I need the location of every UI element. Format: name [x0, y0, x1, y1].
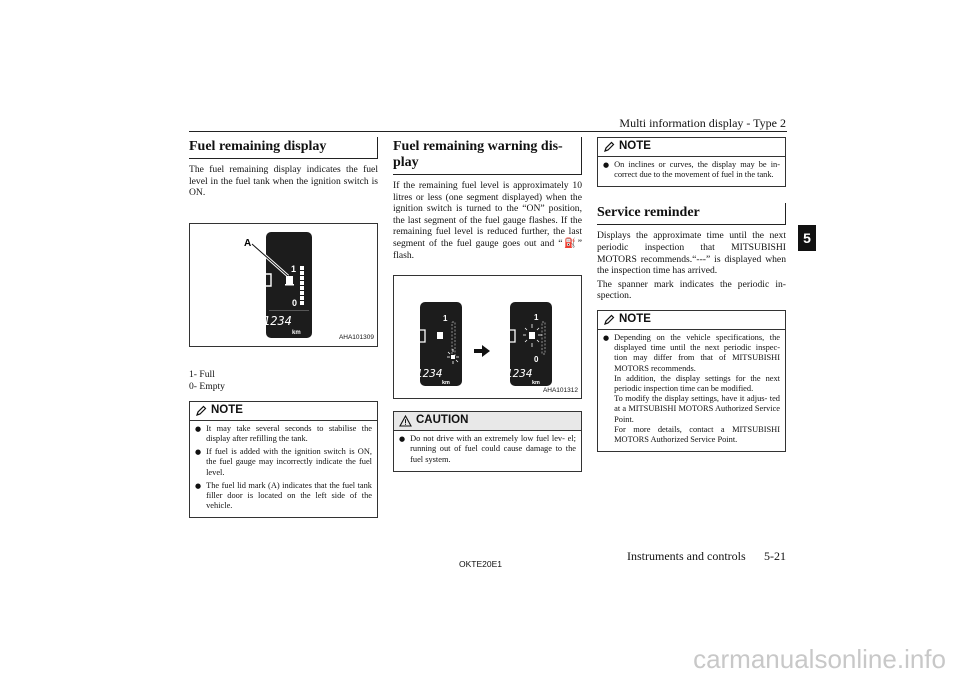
svg-text:1234: 1234 [506, 367, 533, 381]
note-label: NOTE [619, 140, 651, 153]
label-empty: 0 [534, 355, 539, 365]
service-reminder-body-1: Displays the approximate time until the next periodic inspection that MITSUBISHI MOTORS recommends.“---” is displayed when the inspection time has arrived. [597, 230, 786, 277]
label-empty: 0 [292, 297, 298, 308]
note-item: ● It may take several seconds to stabilise the display after refilling the tank. [195, 423, 372, 443]
note-label: NOTE [211, 403, 243, 416]
label-full: 1 [443, 314, 448, 324]
figure-fuel-gauge [189, 223, 378, 347]
bullet-icon: ● [603, 161, 610, 169]
fuel-gauge-illustration [190, 224, 377, 346]
pencil-icon [603, 314, 615, 326]
caution-label: CAUTION [416, 414, 469, 427]
watermark: carmanualsonline.info [693, 644, 946, 674]
fuel-pump-icon: ⛽ [562, 237, 578, 249]
note-heading [598, 138, 785, 157]
column-3 [597, 137, 786, 452]
svg-text:km: km [532, 380, 540, 387]
figure-fuel-warning [393, 275, 582, 399]
chapter-tab[interactable]: 5 [798, 225, 816, 251]
legend [189, 369, 378, 393]
bullet-icon: ● [399, 435, 406, 444]
page-number: 5-21 [764, 549, 786, 563]
caution-heading [394, 412, 581, 431]
caution-box [393, 411, 582, 472]
running-header: Multi information display - Type 2 [619, 116, 786, 130]
bullet-icon: ● [195, 481, 202, 490]
odometer-unit: km [292, 329, 301, 336]
odometer-unit: km [442, 380, 450, 387]
column-1 [189, 137, 378, 518]
svg-text:1: 1 [534, 313, 539, 323]
bullet-icon: ● [195, 448, 202, 457]
note-heading [598, 311, 785, 330]
legend-full: 1- Full [189, 368, 215, 380]
note-item: ● On inclines or curves, the display may be in- correct due to the movement of fuel in the tank. [603, 160, 780, 180]
note-heading [190, 402, 377, 421]
figure-code: AHA101312 [542, 386, 578, 394]
note-box-fuel [189, 401, 378, 519]
arrow-right-icon [474, 345, 490, 357]
section-title-fuel-remaining-display: Fuel remaining display [189, 137, 378, 159]
note-item: ● The fuel lid mark (A) indicates that the fuel tank filler door is located on the left side of the vehicle. [195, 480, 372, 511]
label-a: A [244, 237, 252, 249]
fuel-remaining-body: The fuel remaining display indicates the fuel level in the fuel tank when the ignition switch is ON. [189, 164, 378, 199]
footer-chapter: Instruments and controls [627, 549, 746, 563]
label-full: 1 [291, 263, 297, 274]
section-title-fuel-warning: Fuel remaining warning dis- play [393, 137, 582, 175]
warning-triangle-icon [399, 415, 412, 427]
legend-empty: 0- Empty [189, 380, 225, 392]
note-box-service [597, 310, 786, 452]
fuel-pump-icon [286, 276, 293, 284]
figure-code: AHA101309 [338, 334, 374, 342]
note-item: ● If fuel is added with the ignition switch is ON, the fuel gauge may incorrectly indicate the fuel level. [195, 447, 372, 477]
note-item: ● Depending on the vehicle specifications, the displayed time until the next periodic inspec- tion may differ from that of MITSUBISHI MOTORS recommends. In addition, the display settings for the next periodic inspection time can be modified. To modify the display settings, have it adjus- ted at a MITSUBISHI MOTORS Authorized Service Point. For more details, contact a MITSUBISHI MOTORS Authorized Service Point. [603, 332, 780, 444]
note-label: NOTE [619, 313, 651, 326]
fuel-warning-illustration [394, 276, 581, 398]
header-rule [189, 131, 787, 132]
footer-code: OKTE20E1 [459, 559, 502, 569]
column-2 [393, 137, 582, 472]
odometer-readout: 1234 [416, 367, 443, 381]
section-title-service-reminder: Service reminder [597, 203, 786, 225]
fuel-warning-body: If the remaining fuel level is approximately 10 litres or less (one segment displayed) when the ignition switch is turned to the “ON” position, the last segment of the fuel gauge flashes. If the remaining fuel level is reduced further, the last segment of the fuel gauge goes out and “⛽” flash. [393, 180, 582, 261]
pencil-icon [195, 405, 207, 417]
odometer-readout: 1234 [263, 313, 292, 328]
bullet-icon: ● [603, 333, 610, 342]
note-box-incline [597, 137, 786, 187]
service-reminder-body-2: The spanner mark indicates the periodic in- spection. [597, 278, 786, 302]
bullet-icon: ● [195, 424, 202, 433]
pencil-icon [603, 141, 615, 153]
caution-item: ● Do not drive with an extremely low fuel lev- el; running out of fuel could cause damage to the fuel system. [399, 434, 576, 464]
